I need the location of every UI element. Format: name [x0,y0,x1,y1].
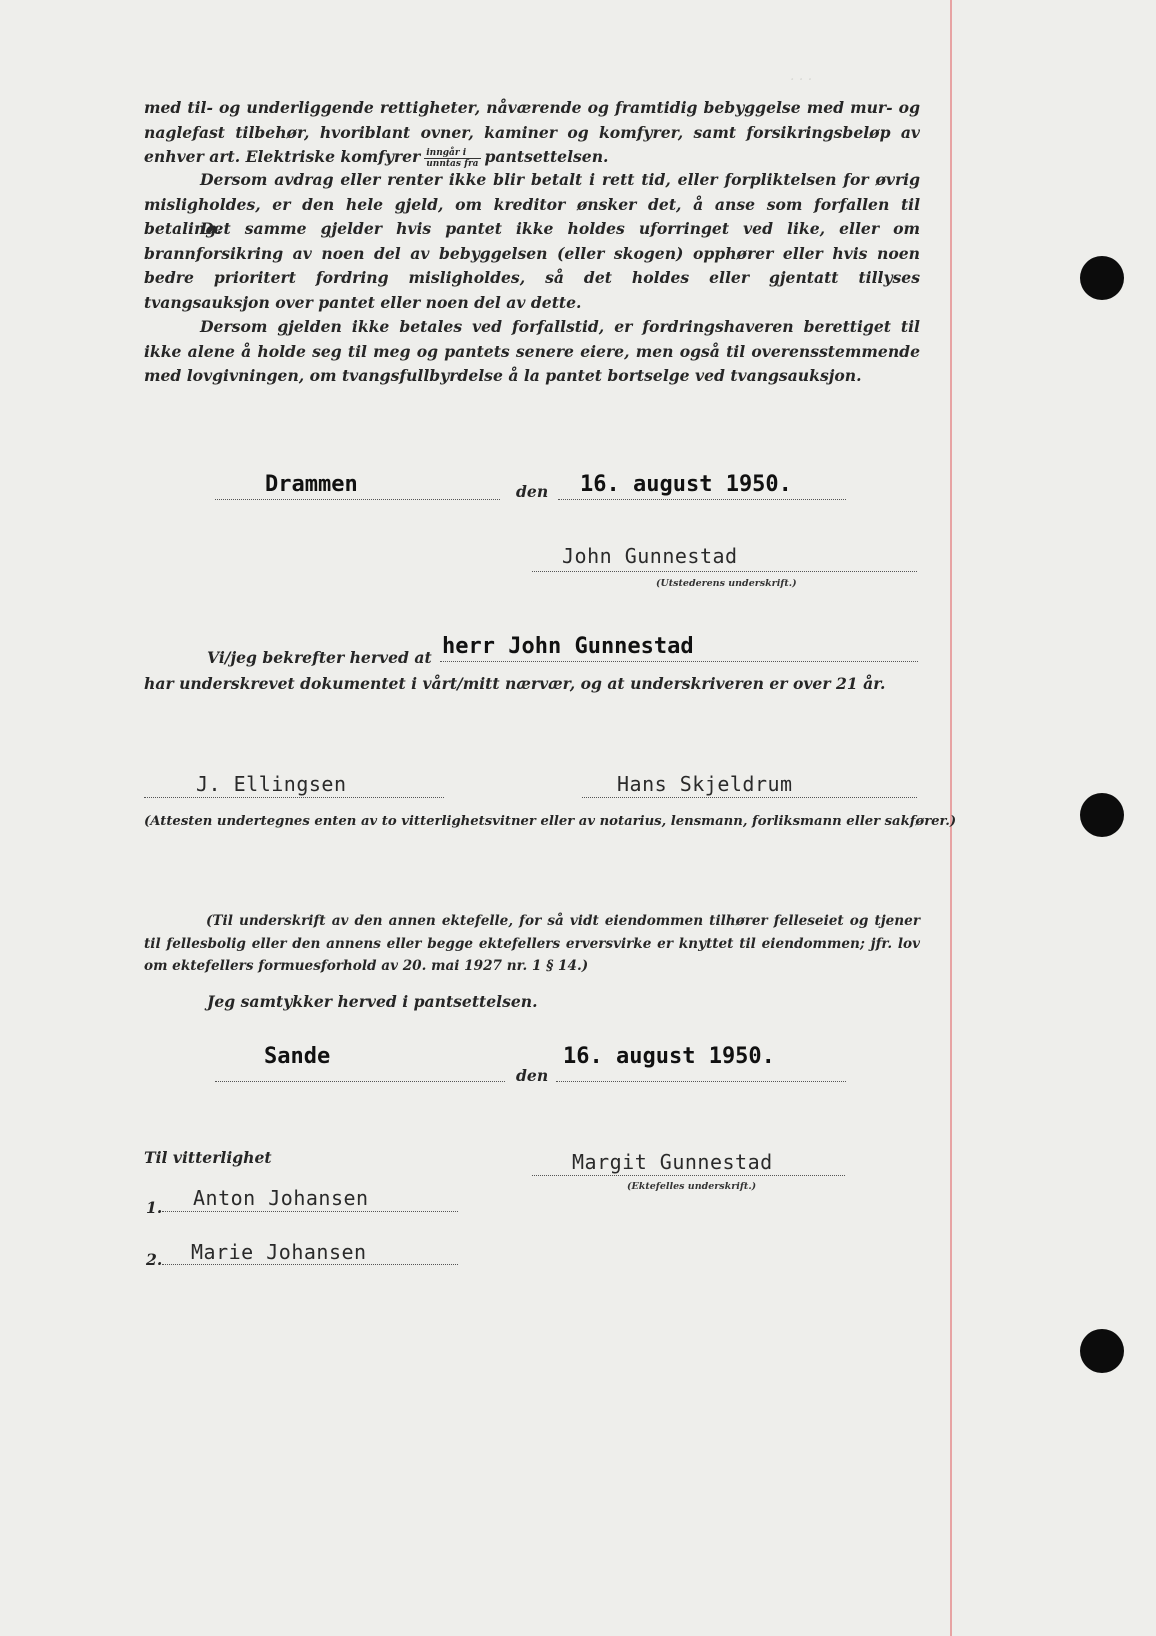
witness-1-name: Anton Johansen [193,1186,369,1210]
paragraph-maintenance: Det samme gjelder hvis pantet ikke holdes uforringet ved like, eller om brannforsikring av noen del av bebyggelsen (eller skogen) opphører eller hvis noen bedre prioritert fordring misligholdes, så det holdes eller gjentatt tillyses tvangsauksjon over pantet eller noen del av dette. [144,219,920,312]
witness-2-number: 2. [146,1250,163,1269]
spouse-date-line [556,1081,846,1082]
attest-name: herr John Gunnestad [442,634,694,659]
punch-hole-3 [1080,1329,1124,1373]
paragraph-enforcement: Dersom gjelden ikke betales ved forfallstid, er fordringshaveren berettiget til ikke alene å holde seg til meg og pantets senere eiere, men også til overensstemmende med lovgivningen, om tvangsfullbyrdelse å la pantet bortselge ved tvangsauksjon. [144,317,920,385]
attest-name-line [440,661,918,662]
spouse-place: Sande [264,1044,331,1069]
issue-den-label: den [516,482,549,501]
witness-2-name: Marie Johansen [191,1240,367,1264]
witness-1-number: 1. [146,1198,163,1217]
spouse-signature: Margit Gunnestad [572,1150,773,1174]
attest-witness-1-line [144,797,444,798]
witness-2-line [162,1264,458,1265]
issue-date-line [558,499,846,500]
fraction-choice: $\frac{\text{inngår i}}{\text{unntas fra}}$ [426,147,479,169]
witness-heading: Til vitterlighet [144,1148,272,1167]
attest-witness-2: Hans Skjeldrum [617,772,793,796]
issue-date: 16. august 1950. [580,472,792,497]
issue-place: Drammen [265,472,358,497]
issuer-signature: John Gunnestad [562,544,738,568]
attest-prefix: Vi/jeg bekrefter herved at [207,648,432,667]
attest-witness-1: J. Ellingsen [196,772,347,796]
spouse-den-label: den [516,1066,549,1085]
attest-witness-2-line [582,797,917,798]
issue-place-line [215,499,500,500]
punch-hole-2 [1080,793,1124,837]
witness-1-line [162,1211,458,1212]
spouse-note: (Til underskrift av den annen ektefelle, for så vidt eiendommen tilhører felleseiet og tjener til fellesbolig eller den annens eller begge ektefellers erversvirke er knyttet til eiendommen; jfr. lov om ektefellers formuesforhold av 20. mai 1927 nr. 1 § 14.) [144,913,920,974]
punch-hole-1 [1080,256,1124,300]
spouse-signature-line [532,1175,845,1176]
bleed-through: · · · [790,72,813,88]
spouse-consent: Jeg samtykker herved i pantsettelsen. [207,992,538,1011]
spouse-date: 16. august 1950. [563,1044,775,1069]
attest-note: (Attesten undertegnes enten av to vitterlighetsvitner eller av notarius, lensmann, forliksmann eller sakfører.) [144,814,957,829]
issuer-signature-caption: (Utstederens underskrift.) [656,578,797,589]
spouse-signature-caption: (Ektefelles underskrift.) [627,1181,757,1192]
spouse-place-line [215,1081,505,1082]
paragraph-rights: med til- og underliggende rettigheter, nåværende og framtidig bebyggelse med mur- og naglefast tilbehør, hvoriblant ovner, kaminer og komfyrer, samt forsikringsbeløp av enhver art. Elektriske komfyrer $\frac{\text{inngår i}}{\text{unntas fra}}$ pantsettelsen. [144,98,920,169]
issuer-signature-line [532,571,917,572]
paragraph-default: Dersom avdrag eller renter ikke blir betalt i rett tid, eller forpliktelsen for øvrig misligholdes, er den hele gjeld, om kreditor ønsker det, å anse som forfallen til betaling. [144,170,920,238]
attest-statement: har underskrevet dokumentet i vårt/mitt nærvær, og at underskriveren er over 21 år. [144,674,886,693]
